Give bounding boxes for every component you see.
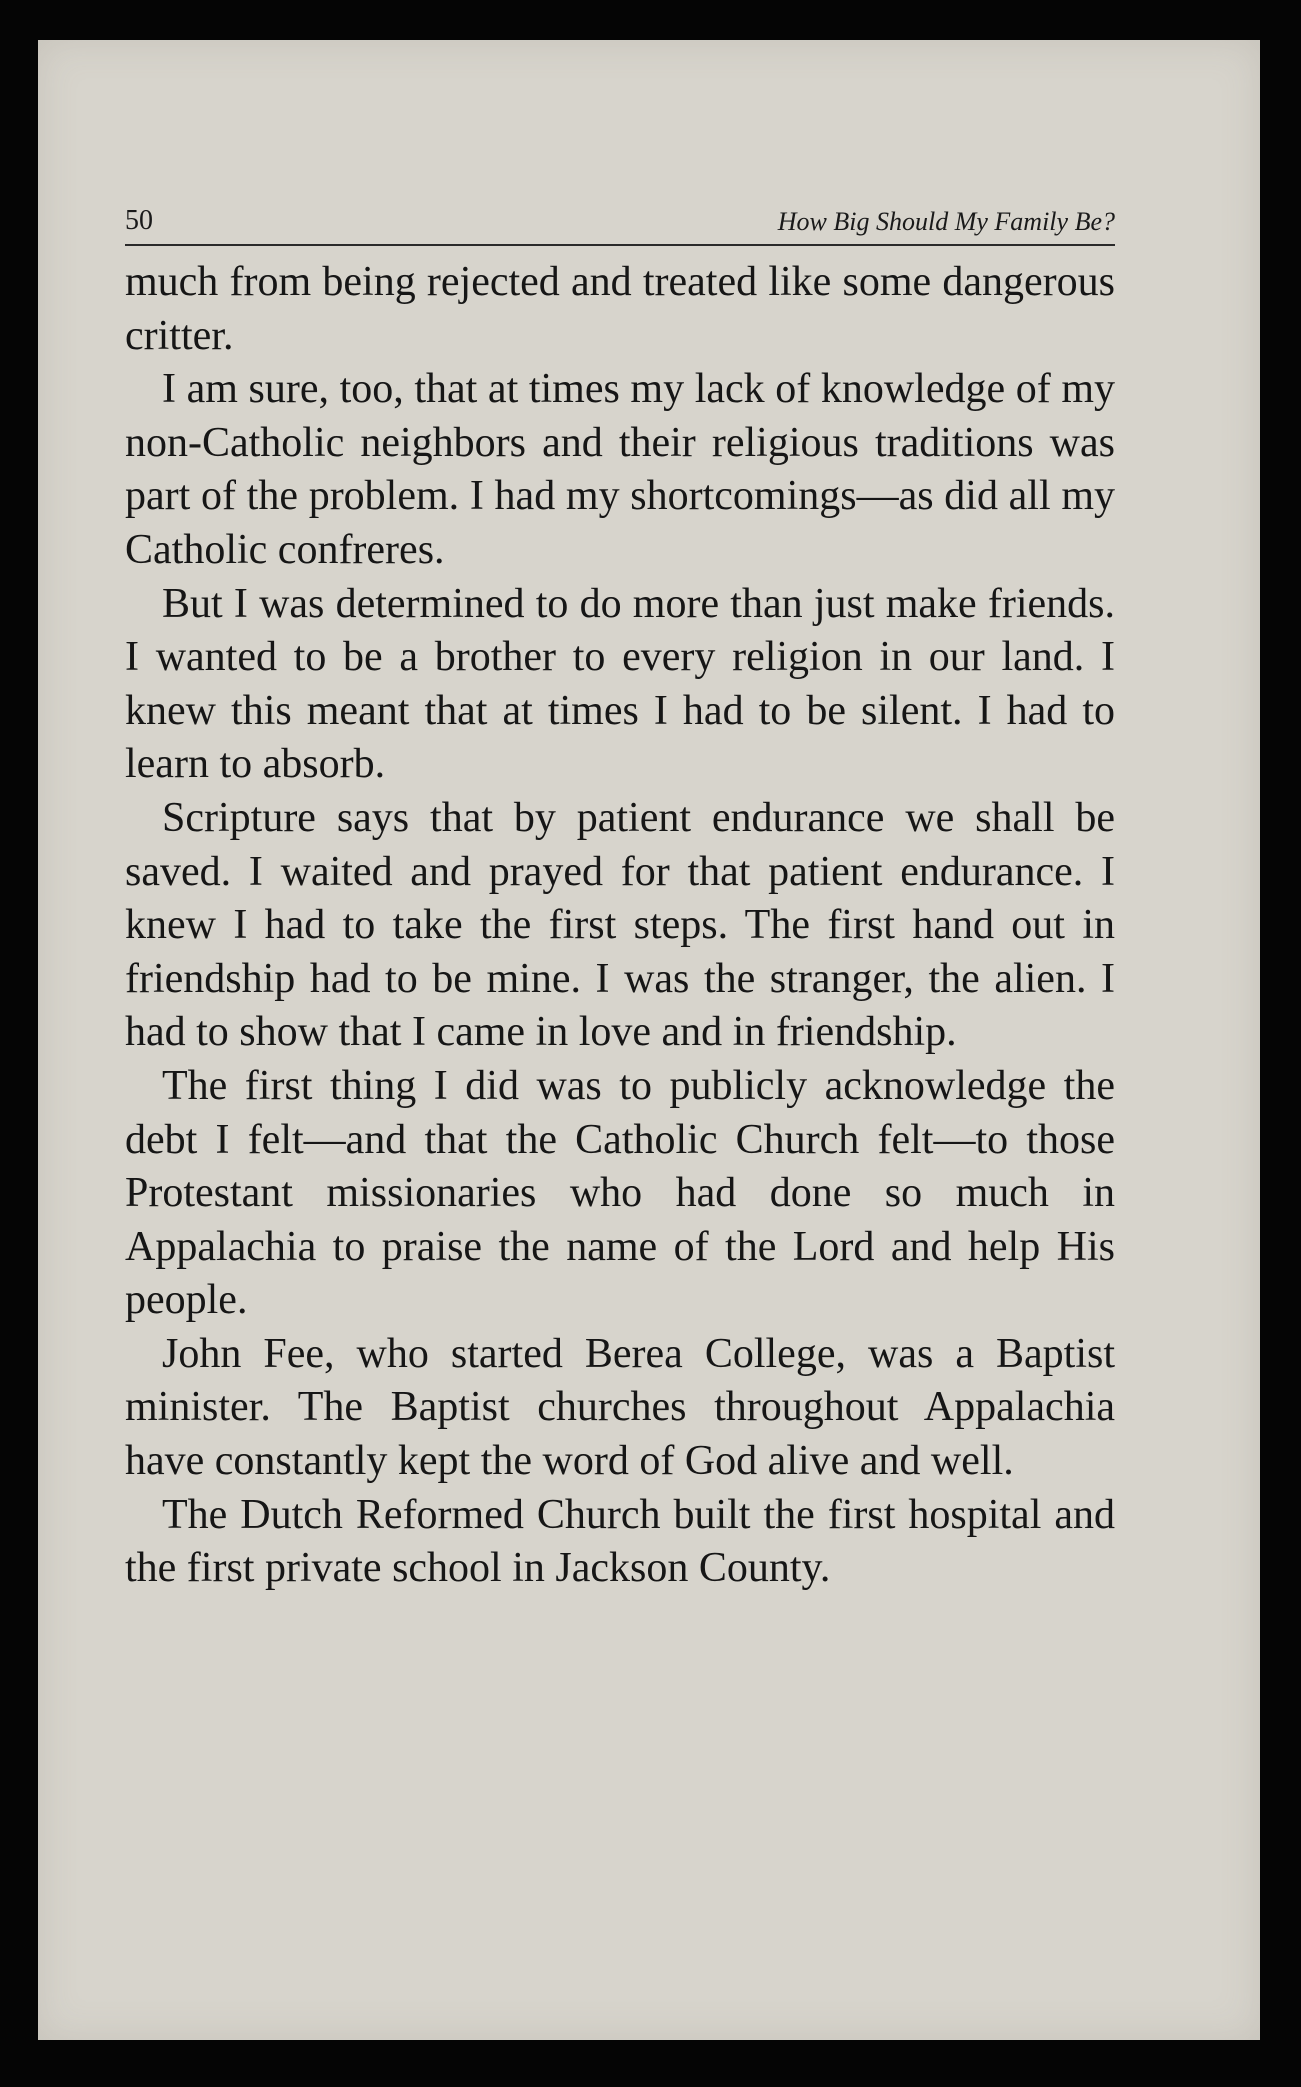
page-header <box>125 205 1115 245</box>
body-text <box>125 256 1115 1596</box>
running-title: How Big Should My Family Be? <box>777 207 1115 236</box>
paragraph: John Fee, who started Berea College, was a Baptist minister. The Baptist churches throughout Appalachia have constantly kept the word of God alive and well. <box>125 1330 1115 1485</box>
header-rule <box>125 244 1115 246</box>
paragraph: much from being rejected and treated like some dangerous critter. <box>125 259 1115 359</box>
paragraph: The first thing I did was to publicly acknowledge the debt I felt—and that the Catholic Church felt—to those Protestant missionaries who had done so much in Appalachia to praise the name of the Lord and help His people. <box>125 1062 1115 1324</box>
paragraph: I am sure, too, that at times my lack of knowledge of my non-Catholic neighbors and their religious traditions was part of the problem. I had my shortcomings—as did all my Catholic confreres. <box>125 366 1115 573</box>
paragraph: Scripture says that by patient endurance we shall be saved. I waited and prayed for that patient endurance. I knew I had to take the first steps. The first hand out in friendship had to be mine. I was the stranger, the alien. I had to show that I came in love and in friendship. <box>125 794 1115 1056</box>
page-number: 50 <box>125 205 153 236</box>
paragraph: But I was determined to do more than just make friends. I wanted to be a brother to every religion in our land. I knew this meant that at times I had to be silent. I had to learn to absorb. <box>125 580 1115 788</box>
paragraph: The Dutch Reformed Church built the first hospital and the first private school in Jackson County. <box>125 1491 1115 1592</box>
